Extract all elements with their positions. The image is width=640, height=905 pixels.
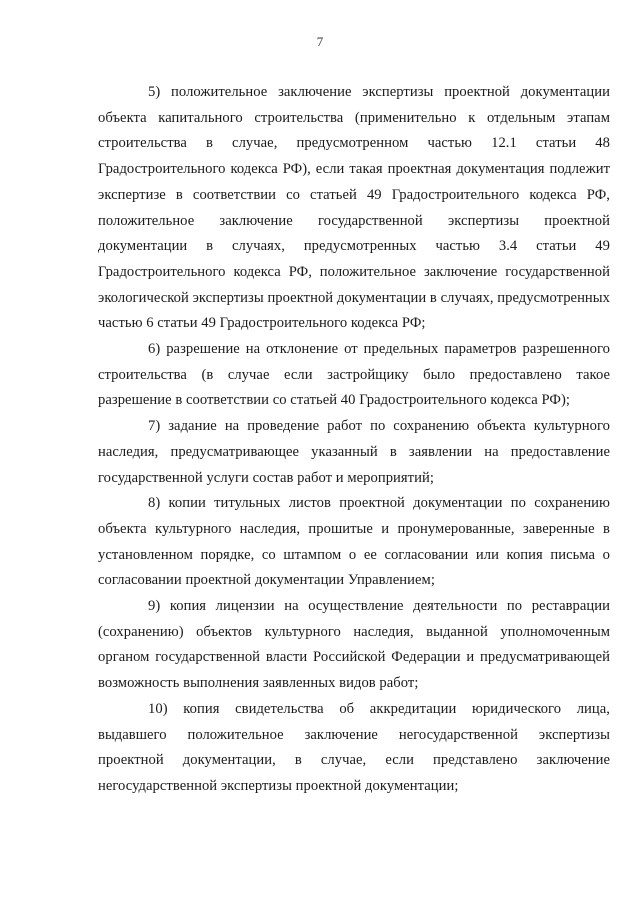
list-item-5: 5) положительное заключение экспертизы проектной документации объекта капитального строительства (применительно к отдельным этапам строительства в случае, предусмотренном частью 12.1 статьи 48 Градостроительного кодекса РФ), если такая проектная документация подлежит экспертизе в соответствии со статьей 49 Градостроительного кодекса РФ, положительное заключение государственной экспертизы проектной документации в случаях, предусмотренных частью 3.4 статьи 49 Градостроительного кодекса РФ, положительное заключение государственной экологической экспертизы проектной документации в случаях, предусмотренных частью 6 статьи 49 Градостроительного кодекса РФ; bbox=[98, 84, 610, 332]
document-body bbox=[98, 80, 610, 800]
list-item-7: 7) задание на проведение работ по сохранению объекта культурного наследия, предусматривающее указанный в заявлении на предоставление государственной услуги состав работ и мероприятий; bbox=[98, 418, 610, 486]
list-item-6: 6) разрешение на отклонение от предельных параметров разрешенного строительства (в случае если застройщику было предоставлено такое разрешение в соответствии со статьей 40 Градостроительного кодекса РФ); bbox=[98, 341, 610, 409]
list-item-8: 8) копии титульных листов проектной документации по сохранению объекта культурного наследия, прошитые и пронумерованные, заверенные в установленном порядке, со штампом о ее согласовании или копия письма о согласовании проектной документации Управлением; bbox=[98, 495, 610, 589]
list-item-10: 10) копия свидетельства об аккредитации юридического лица, выдавшего положительное заключение негосударственной экспертизы проектной документации, в случае, если представлено заключение негосударственной экспертизы проектной документации; bbox=[98, 700, 610, 794]
page-number: 7 bbox=[316, 34, 324, 49]
list-item-9: 9) копия лицензии на осуществление деятельности по реставрации (сохранению) объектов культурного наследия, выданной уполномоченным органом государственной власти Российской Федерации и предусматривающей возможность выполнения заявленных видов работ; bbox=[98, 598, 610, 692]
